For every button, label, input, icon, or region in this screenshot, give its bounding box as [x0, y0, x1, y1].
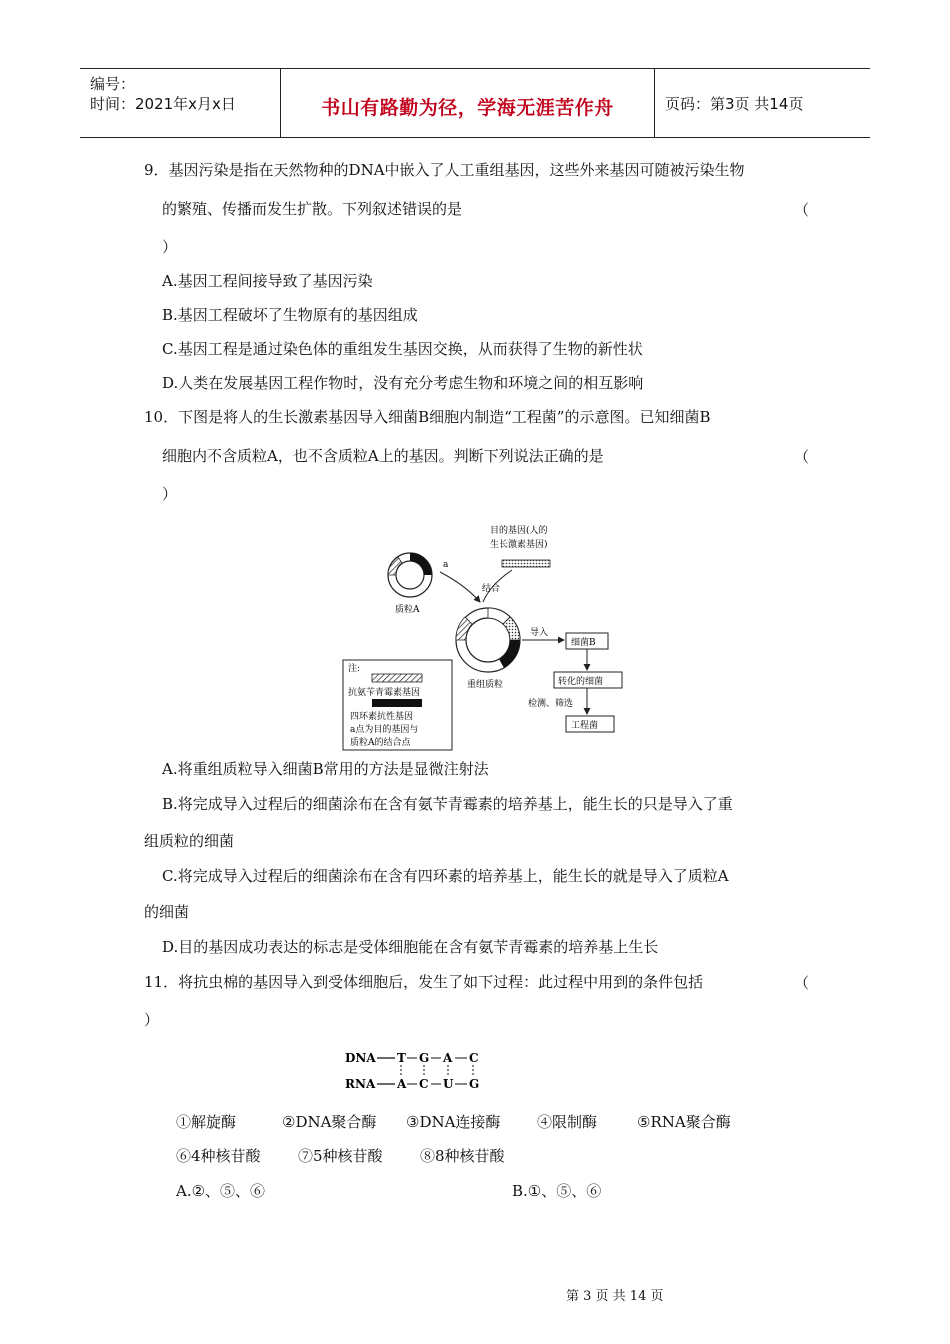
header-motto-cell	[281, 69, 655, 137]
arrow-plasmid-to-recombinant	[440, 572, 480, 602]
q9-option-d: D.人类在发展基因工程作物时，没有充分考虑生物和环境之间的相互影响	[162, 374, 644, 392]
q10-paren-close: ）	[162, 485, 178, 503]
q10-option-a: A.将重组质粒导入细菌B常用的方法是显微注射法	[162, 760, 489, 778]
q9-stem-line2: 的繁殖、传播而发生扩散。下列叙述错误的是	[162, 200, 463, 218]
legend-amp-swatch	[372, 674, 422, 682]
recombinant-label: 重组质粒	[467, 680, 504, 690]
rna-base-2: C	[419, 1077, 429, 1091]
plasmid-a-icon	[388, 553, 432, 597]
header-meta-cell	[80, 69, 281, 137]
target-gene-label-line2: 生长激素基因)	[490, 540, 548, 550]
target-gene-segment	[502, 560, 550, 567]
q10-stem-line2: 细胞内不含质粒A，也不含质粒A上的基因。判断下列说法正确的是	[162, 447, 604, 465]
q11-opt-8: ⑧8种核苷酸	[420, 1147, 505, 1165]
detect-label: 检测、筛选	[528, 699, 574, 709]
header-page-number: 页码：第3页 共14页	[665, 95, 804, 113]
q10-paren-open: （	[794, 448, 810, 466]
recombinant-plasmid-icon	[456, 608, 520, 672]
q11-opt-7: ⑦5种核苷酸	[298, 1147, 383, 1165]
q9-paren-open: （	[794, 201, 810, 219]
legend-point-a-line2: 质粒A的结合点	[350, 738, 411, 748]
q11-paren-open: （	[794, 974, 810, 992]
dna-base-1: T	[397, 1051, 406, 1065]
legend-point-a-line1: a点为目的基因与	[350, 725, 419, 735]
q11-opt-6: ⑥4种核苷酸	[176, 1147, 261, 1165]
legend-tet-swatch	[372, 699, 422, 707]
q10-stem-line1: 10．下图是将人的生长激素基因导入细菌B细胞内制造“工程菌”的示意图。已知细菌B	[144, 408, 711, 426]
q11-opt-2: ②DNA聚合酶	[282, 1113, 377, 1131]
q11-answer-a: A.②、⑤、⑥	[176, 1182, 266, 1200]
footer-page-number: 第 3 页 共 14 页	[566, 1289, 664, 1304]
q10-option-b-line1: B.将完成导入过程后的细菌涂布在含有氨苄青霉素的培养基上，能生长的只是导入了重	[162, 795, 733, 813]
plasmid-a-label: 质粒A	[395, 605, 420, 615]
legend-tet-label: 四环素抗性基因	[350, 712, 414, 722]
q10-option-b-line2: 组质粒的细菌	[144, 832, 235, 850]
q9-option-c: C.基因工程是通过染色体的重组发生基因交换，从而获得了生物的新性状	[162, 340, 643, 358]
rna-label: RNA	[345, 1077, 376, 1091]
q9-option-b: B.基因工程破坏了生物原有的基因组成	[162, 306, 418, 324]
q10-option-c-line2: 的细菌	[144, 903, 190, 921]
q11-stem: 11．将抗虫棉的基因导入到受体细胞后，发生了如下过程：此过程中用到的条件包括	[144, 973, 704, 991]
bacteria-b-label: 细菌B	[571, 638, 596, 648]
rna-base-1: A	[397, 1077, 407, 1091]
q9-option-a: A.基因工程间接导致了基因污染	[162, 272, 373, 290]
q11-answer-b: B.①、⑤、⑥	[512, 1182, 602, 1200]
target-gene-label-line1: 目的基因(人的	[490, 526, 548, 536]
rna-base-4: G	[469, 1077, 480, 1091]
legend-amp-label: 抗氨苄青霉素基因	[348, 688, 421, 698]
gene-engineering-diagram	[340, 520, 640, 755]
q9-stem-line1: 9．基因污染是指在天然物种的DNA中嵌入了人工重组基因，这些外来基因可随被污染生物	[144, 161, 745, 179]
doc-number-label: 编号：	[90, 75, 136, 93]
transformed-label: 转化的细菌	[558, 677, 604, 687]
dna-label: DNA	[345, 1051, 376, 1065]
q10-option-d: D.目的基因成功表达的标志是受体细胞能在含有氨苄青霉素的培养基上生长	[162, 938, 659, 956]
dna-base-4: C	[469, 1051, 479, 1065]
q11-opt-3: ③DNA连接酶	[406, 1113, 501, 1131]
dna-base-3: A	[443, 1051, 453, 1065]
q11-paren-close: ）	[144, 1011, 160, 1029]
doc-date: 时间：2021年x月x日	[90, 95, 236, 113]
dna-rna-diagram	[345, 1048, 495, 1092]
q9-paren-close: ）	[162, 238, 178, 256]
legend-title: 注:	[348, 664, 361, 674]
q11-opt-1: ①解旋酶	[176, 1113, 237, 1131]
header-page-cell	[655, 69, 870, 137]
introduce-label: 导入	[530, 628, 549, 638]
dna-base-2: G	[419, 1051, 430, 1065]
page-header	[80, 68, 870, 138]
q10-option-c-line1: C.将完成导入过程后的细菌涂布在含有四环素的培养基上，能生长的就是导入了质粒A	[162, 867, 729, 885]
combine-label: 结合	[482, 584, 501, 594]
motto: 书山有路勤为径，学海无涯苦作舟	[321, 97, 614, 119]
q11-opt-5: ⑤RNA聚合酶	[637, 1113, 731, 1131]
point-a-label: a	[443, 560, 449, 570]
engineered-label: 工程菌	[571, 721, 599, 731]
rna-base-3: U	[443, 1077, 454, 1091]
q11-opt-4: ④限制酶	[537, 1113, 598, 1131]
